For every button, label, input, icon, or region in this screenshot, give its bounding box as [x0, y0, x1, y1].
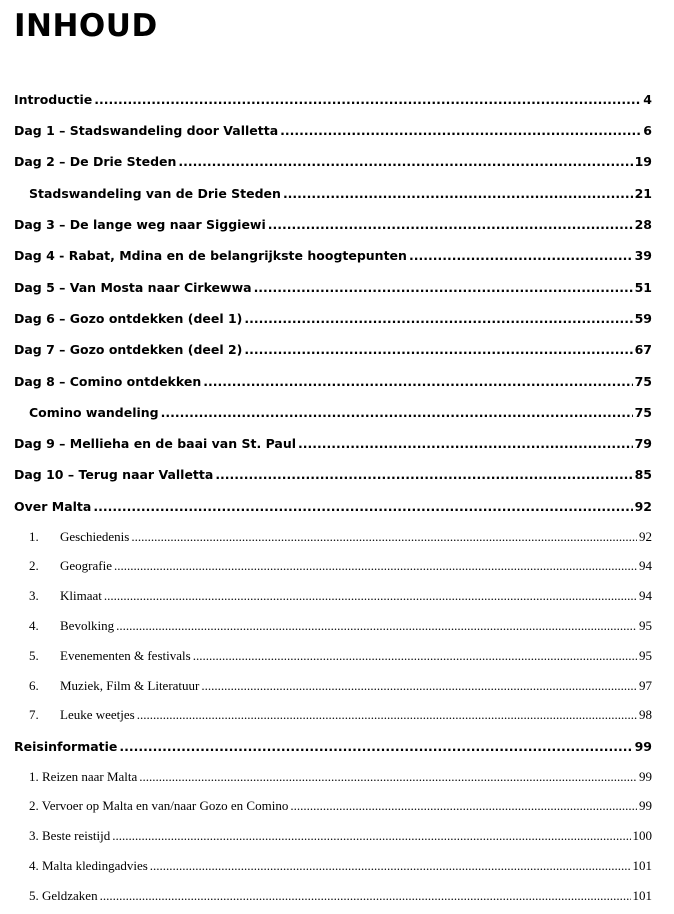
toc-entry[interactable]: [14, 152, 652, 172]
dot-leader: [100, 886, 631, 906]
toc-subentry[interactable]: [29, 676, 652, 696]
toc-entry-page: 92: [634, 499, 652, 514]
dot-leader: [280, 121, 641, 141]
toc-entry[interactable]: [29, 184, 652, 204]
dot-leader: [203, 372, 632, 392]
page-title: INHOUD: [14, 8, 158, 44]
toc-subentry-page: 100: [632, 828, 652, 843]
toc-entry-page: 75: [634, 405, 652, 420]
toc-subentry-label: 4. Malta kledingadvies: [29, 858, 148, 873]
dot-leader: [290, 796, 637, 816]
dot-leader: [201, 676, 637, 696]
toc-entry-page: 51: [634, 280, 652, 295]
toc-subentry-number: 4.: [29, 618, 39, 633]
toc-subentry-label: Bevolking: [60, 618, 115, 633]
toc-entry-label: Introductie: [14, 92, 93, 107]
toc-subentry[interactable]: [29, 796, 652, 816]
toc-subentry-number: 2.: [29, 558, 39, 573]
dot-leader: [268, 215, 633, 235]
toc-entry-label: Dag 1 – Stadswandeling door Valletta: [14, 123, 279, 138]
toc-subentry-number: 7.: [29, 707, 39, 722]
toc-subentry-label: Muziek, Film & Literatuur: [60, 678, 200, 693]
toc-subentry-page: 92: [639, 529, 652, 544]
toc-entry-label: Dag 3 – De lange weg naar Siggiewi: [14, 217, 266, 232]
toc-entry-label: Dag 4 - Rabat, Mdina en de belangrijkste hoogtepunten: [14, 248, 407, 263]
toc-subentry-page: 95: [639, 648, 652, 663]
dot-leader: [178, 152, 632, 172]
toc-entry-label: Over Malta: [14, 499, 92, 514]
dot-leader: [114, 556, 637, 576]
toc-subentry-page: 101: [632, 888, 652, 903]
toc-subentry-page: 94: [639, 558, 652, 573]
toc-subentry-label: Leuke weetjes: [60, 707, 135, 722]
dot-leader: [409, 246, 633, 266]
dot-leader: [137, 705, 637, 725]
toc-entry-page: 39: [634, 248, 652, 263]
toc-subentry[interactable]: [29, 586, 652, 606]
toc-subentry-label: Klimaat: [60, 588, 102, 603]
toc-subentry-label: 2. Vervoer op Malta en van/naar Gozo en Comino: [29, 798, 289, 813]
dot-leader: [215, 465, 632, 485]
toc-subentry[interactable]: [29, 826, 652, 846]
toc-entry-label: Dag 6 – Gozo ontdekken (deel 1): [14, 311, 243, 326]
toc-entry-label: Reisinformatie: [14, 739, 118, 754]
dot-leader: [94, 90, 641, 110]
toc-entry-page: 75: [634, 374, 652, 389]
toc-subentry-page: 98: [639, 707, 652, 722]
toc-subentry-page: 101: [632, 858, 652, 873]
toc-entry-label: Stadswandeling van de Drie Steden: [29, 186, 281, 201]
toc-entry[interactable]: [14, 278, 652, 298]
toc-entry-label: Dag 8 – Comino ontdekken: [14, 374, 202, 389]
toc-entry-page: 19: [634, 154, 652, 169]
toc-subentry-label: Evenementen & festivals: [60, 648, 191, 663]
toc-entry[interactable]: [14, 434, 652, 454]
dot-leader: [112, 826, 630, 846]
toc-subentry[interactable]: [29, 556, 652, 576]
toc-subentry-number: 1.: [29, 529, 39, 544]
dot-leader: [298, 434, 633, 454]
toc-subentry[interactable]: [29, 767, 652, 787]
toc-subentry-page: 97: [639, 678, 652, 693]
toc-entry-page: 28: [634, 217, 652, 232]
toc-entry-page: 79: [634, 436, 652, 451]
dot-leader: [93, 497, 632, 517]
dot-leader: [119, 737, 632, 757]
toc-entry[interactable]: [14, 465, 652, 485]
toc-subentry[interactable]: [29, 705, 652, 725]
dot-leader: [161, 403, 633, 423]
toc-subentry[interactable]: [29, 616, 652, 636]
toc-entry-label: Dag 7 – Gozo ontdekken (deel 2): [14, 342, 243, 357]
toc-subentry-label: 3. Beste reistijd: [29, 828, 111, 843]
dot-leader: [150, 856, 631, 876]
dot-leader: [131, 527, 637, 547]
toc-entry-label: Dag 5 – Van Mosta naar Cirkewwa: [14, 280, 252, 295]
toc-subentry-number: 5.: [29, 648, 39, 663]
toc-entry-page: 6: [643, 123, 652, 138]
dot-leader: [283, 184, 633, 204]
toc-entry[interactable]: [14, 121, 652, 141]
toc-entry[interactable]: [14, 90, 652, 110]
dot-leader: [244, 309, 632, 329]
toc-subentry-page: 94: [639, 588, 652, 603]
toc-subentry[interactable]: [29, 886, 652, 906]
toc-entry-label: Comino wandeling: [29, 405, 159, 420]
dot-leader: [116, 616, 637, 636]
toc-entry-label: Dag 10 – Terug naar Valletta: [14, 467, 214, 482]
dot-leader: [254, 278, 633, 298]
toc-subentry[interactable]: [29, 527, 652, 547]
toc-entry-page: 67: [634, 342, 652, 357]
toc-entry[interactable]: [14, 497, 652, 517]
toc-entry[interactable]: [14, 372, 652, 392]
toc-entry-page: 99: [634, 739, 652, 754]
toc-entry[interactable]: [14, 309, 652, 329]
dot-leader: [104, 586, 637, 606]
toc-subentry-number: 3.: [29, 588, 39, 603]
toc-subentry-label: 5. Geldzaken: [29, 888, 98, 903]
toc-entry-label: Dag 9 – Mellieha en de baai van St. Paul: [14, 436, 297, 451]
toc-subentry-label: Geografie: [60, 558, 112, 573]
toc-entry-page: 21: [634, 186, 652, 201]
toc-subentry[interactable]: [29, 646, 652, 666]
dot-leader: [244, 340, 632, 360]
toc-subentry-label: Geschiedenis: [60, 529, 130, 544]
toc-entry[interactable]: [14, 340, 652, 360]
toc-entry[interactable]: [14, 215, 652, 235]
dot-leader: [139, 767, 637, 787]
toc-entry[interactable]: [29, 403, 652, 423]
toc-entry[interactable]: [14, 737, 652, 757]
toc-entry-page: 85: [634, 467, 652, 482]
toc-subentry-page: 95: [639, 618, 652, 633]
toc-subentry-page: 99: [639, 769, 652, 784]
dot-leader: [193, 646, 637, 666]
toc-entry-label: Dag 2 – De Drie Steden: [14, 154, 177, 169]
toc-subentry-label: 1. Reizen naar Malta: [29, 769, 138, 784]
toc-entry[interactable]: [14, 246, 652, 266]
toc-subentry-page: 99: [639, 798, 652, 813]
toc-entry-page: 59: [634, 311, 652, 326]
toc-subentry-number: 6.: [29, 678, 39, 693]
toc-subentry[interactable]: [29, 856, 652, 876]
toc-entry-page: 4: [643, 92, 652, 107]
